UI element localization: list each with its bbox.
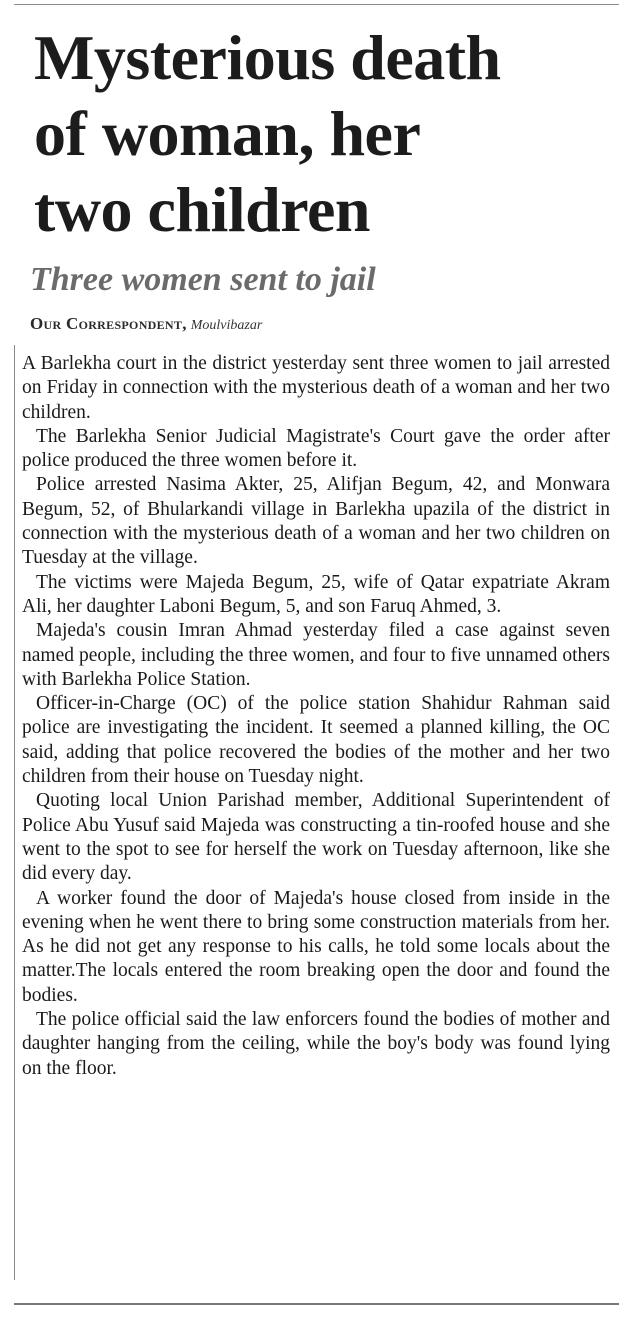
byline-author: Our Correspondent, [30, 314, 187, 333]
column-rule [14, 345, 15, 1280]
byline-location: Moulvibazar [190, 318, 263, 333]
article-paragraph: A worker found the door of Majeda's house closed from inside in the evening when he went there to bring some construction materials from her. As he did not get any response to his calls, he told some locals about the matter.The locals entered the room breaking open the door and found the bodies. [22, 887, 610, 1006]
subheadline: Three women sent to jail [30, 261, 376, 298]
article-paragraph: Majeda's cousin Imran Ahmad yesterday filed a case against seven named people, including the three women, and four to five unnamed others with Barlekha Police Station. [22, 620, 610, 690]
article-body [22, 352, 610, 1081]
article-paragraph: The Barlekha Senior Judicial Magistrate's Court gave the order after police produced the three women before it. [22, 425, 610, 472]
byline [30, 314, 262, 334]
top-rule [14, 4, 619, 5]
article-paragraph: Quoting local Union Parishad member, Additional Superintendent of Police Abu Yusuf said Majeda was constructing a tin-roofed house and she went to the spot to see for herself the work on Tuesday afternoon, like she did every day. [22, 790, 610, 885]
headline-line: of woman, her [34, 98, 421, 169]
article-paragraph: A Barlekha court in the district yesterday sent three women to jail arrested on Friday in connection with the mysterious death of a woman and her two children. [22, 353, 610, 423]
article-paragraph: Police arrested Nasima Akter, 25, Alifjan Begum, 42, and Monwara Begum, 52, of Bhularkandi village in Barlekha upazila of the district in connection with the mysterious death of a woman and her two children on Tuesday at the village. [22, 474, 610, 569]
headline-line: Mysterious death [34, 22, 501, 93]
bottom-rule [14, 1303, 619, 1305]
article-paragraph: Officer-in-Charge (OC) of the police station Shahidur Rahman said police are investigating the incident. It seemed a planned killing, the OC said, adding that police recovered the bodies of the mother and her two children from their house on Tuesday night. [22, 693, 610, 788]
article-paragraph: The police official said the law enforcers found the bodies of mother and daughter hanging from the ceiling, while the boy's body was found lying on the floor. [22, 1009, 610, 1079]
headline-line: two children [34, 174, 370, 245]
article-paragraph: The victims were Majeda Begum, 25, wife of Qatar expatriate Akram Ali, her daughter Laboni Begum, 5, and son Faruq Ahmed, 3. [22, 571, 610, 617]
headline [34, 20, 614, 248]
